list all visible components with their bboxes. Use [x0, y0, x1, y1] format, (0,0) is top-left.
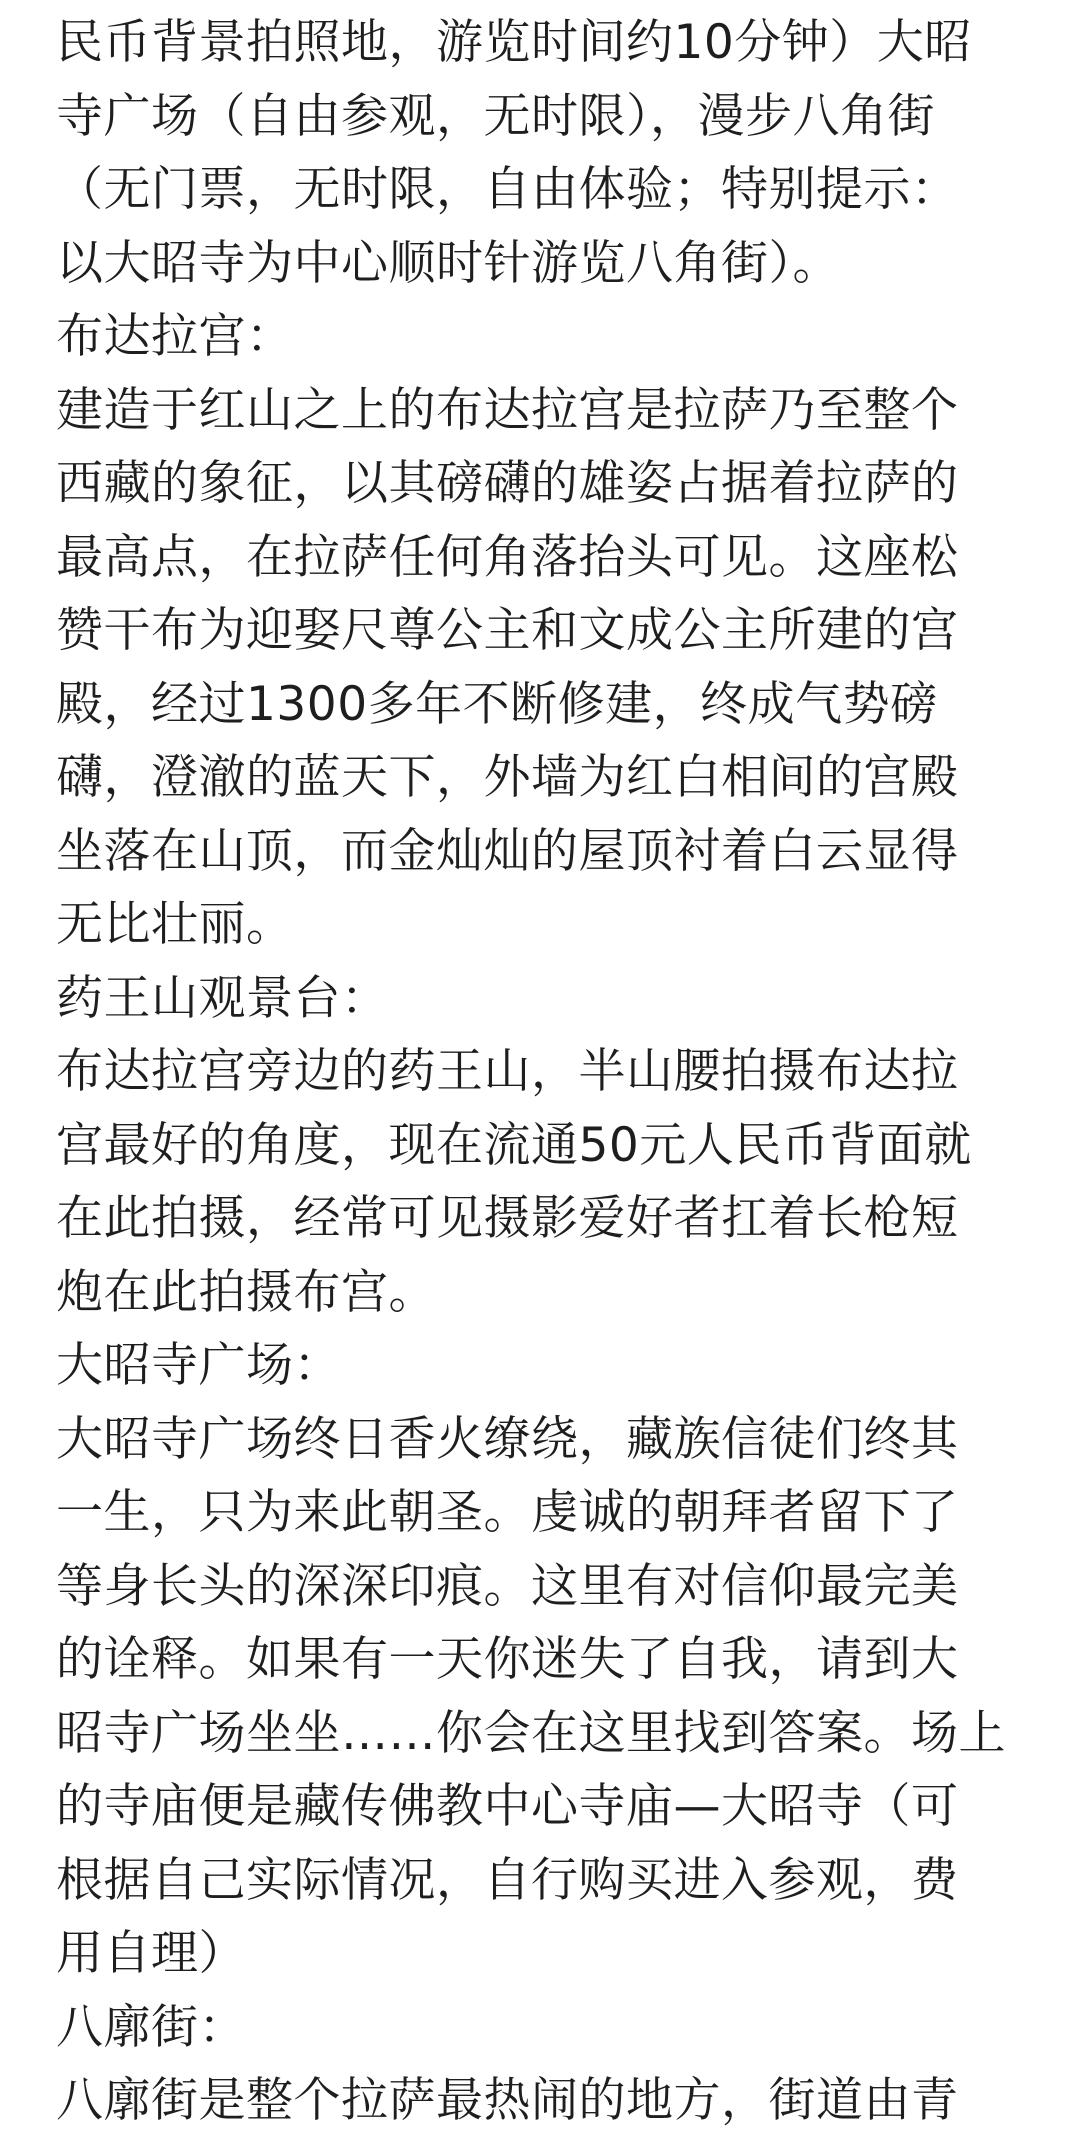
- text-line: 的寺庙便是藏传佛教中心寺庙—大昭寺（可: [56, 1779, 959, 1834]
- text-line: 八廓街是整个拉萨最热闹的地方，街道由青: [56, 2073, 959, 2128]
- text-line: 以大昭寺为中心顺时针游览八角街）。: [56, 235, 840, 291]
- text-line: 礴，澄澈的蓝天下，外墙为红白相间的宫殿: [56, 750, 959, 805]
- text-line: 无比壮丽。: [56, 897, 294, 952]
- text-line: 最高点，在拉萨任何角落抬头可见。这座松: [56, 529, 959, 585]
- text-line: 寺广场（自由参观，无时限），漫步八角街: [56, 88, 935, 144]
- text-line: 的诠释。如果有一天你迷失了自我，请到大: [56, 1632, 959, 1687]
- text-line: （无门票，无时限，自由体验；特别提示：: [56, 162, 959, 217]
- section-heading-yaowang: 药王山观景台：: [56, 970, 389, 1026]
- text-line: 民币背景拍照地，游览时间约10分钟）大昭: [56, 15, 972, 70]
- text-line: 炮在此拍摄布宫。: [56, 1264, 436, 1320]
- text-line: 大昭寺广场终日香火缭绕，藏族信徒们终其: [56, 1411, 959, 1467]
- text-line: 昭寺广场坐坐……你会在这里找到答案。场上: [56, 1705, 1006, 1761]
- text-line: 宫最好的角度，现在流通50元人民币背面就: [56, 1117, 972, 1173]
- text-line: 根据自己实际情况，自行购买进入参观，费: [56, 1852, 959, 1908]
- section-heading-barkhor: 八廓街：: [56, 1999, 246, 2055]
- section-heading-potala: 布达拉宫：: [56, 309, 294, 364]
- text-line: 一生，只为来此朝圣。虔诚的朝拜者留下了: [56, 1485, 959, 1540]
- text-line: 等身长头的深深印痕。这里有对信仰最完美: [56, 1558, 959, 1614]
- article-body: [56, 0, 1056, 2138]
- text-line: 建造于红山之上的布达拉宫是拉萨乃至整个: [56, 382, 959, 438]
- text-line: 布达拉宫旁边的药王山，半山腰拍摄布达拉: [56, 1044, 959, 1099]
- section-heading-jokhang: 大昭寺广场：: [56, 1338, 341, 1393]
- text-line: 赞干布为迎娶尺尊公主和文成公主所建的宫: [56, 603, 959, 658]
- text-line: 在此拍摄，经常可见摄影爱好者扛着长枪短: [56, 1191, 959, 1246]
- text-line: 坐落在山顶，而金灿灿的屋顶衬着白云显得: [56, 823, 959, 879]
- text-line: 殿，经过1300多年不断修建，终成气势磅: [56, 676, 938, 732]
- text-line: 西藏的象征，以其磅礴的雄姿占据着拉萨的: [56, 456, 959, 511]
- text-line: 用自理）: [56, 1926, 246, 1981]
